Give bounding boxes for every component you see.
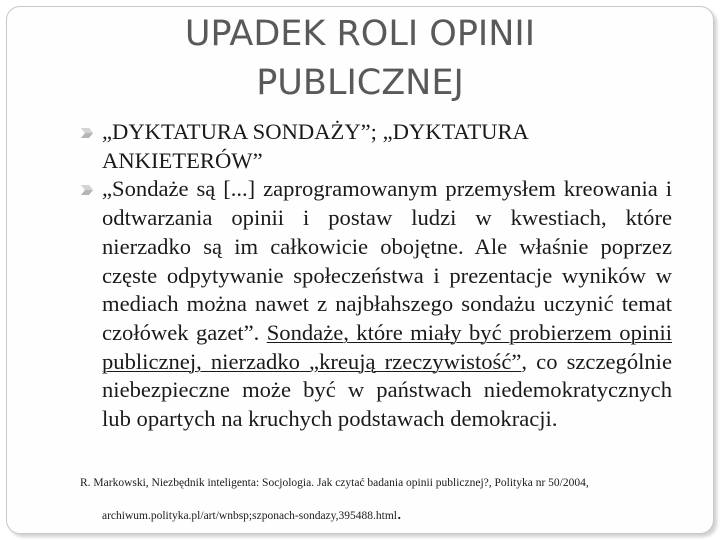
ribbon-bullet-icon: [80, 126, 94, 140]
slide-body: [80, 118, 672, 434]
quote-text: „Sondaże są [...] zaprogramowanym przemysłem kreowania i odtwarzania opinii i postaw ludzi w kwestiach, które nierzadko są im całkowicie obojętne. Ale właśnie poprzez częste odpytywanie społeczeństwa i prezentacje wyników w mediach można nawet z najbłahszego sondażu uczynić temat czołówek gazet”.: [102, 176, 672, 345]
quote-tail: , co szczególnie niebezpieczne może być w państwach niedemokratycznych lub opartych na kruchych podstawach demokracji.: [102, 348, 672, 432]
citation-line-2: [80, 503, 700, 523]
citation-url: archiwum.polityka.pl/art/wnbsp;szponach-sondazy,395488.html: [102, 510, 398, 522]
citation-period: .: [397, 503, 402, 523]
citation-line-1: R. Markowski, Niezbędnik inteligenta: Socjologia. Jak czytać badania opinii publicznej?, Polityka nr 50/2004,: [80, 477, 589, 489]
bullet-text-1: „DYKTATURA SONDAŻY”; „DYKTATURA ANKIETERÓW”: [102, 119, 528, 173]
source-citation: [80, 476, 700, 523]
bullet-item-2: [80, 175, 672, 433]
title-line-1: UPADEK ROLI OPINII: [184, 14, 536, 54]
underlined-emphasis: Sondaże, które miały być probierzem opinii publicznej, nierzadko „kreują rzeczywistość”: [102, 319, 673, 374]
slide-title: [40, 10, 680, 108]
title-line-2: PUBLICZNEJ: [256, 63, 464, 103]
ribbon-bullet-icon: [80, 183, 94, 197]
bullet-item-1: [80, 118, 672, 175]
